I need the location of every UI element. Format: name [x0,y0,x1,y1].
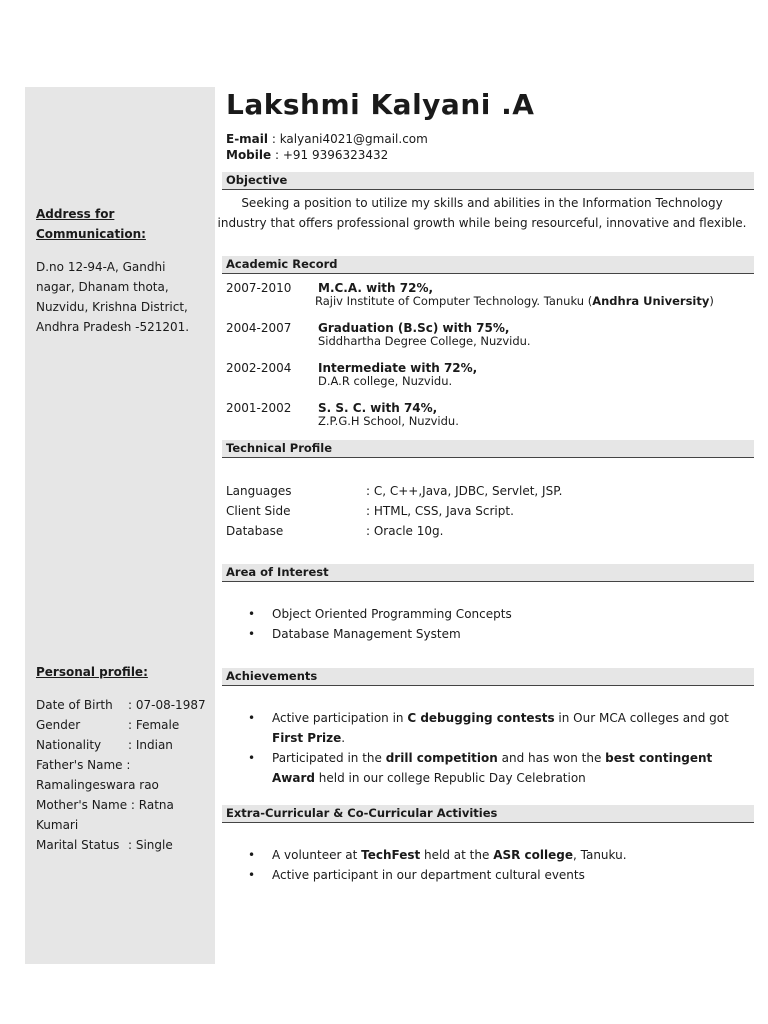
objective-section-header: Objective [222,172,754,190]
achievements-section-header: Achievements [222,668,754,686]
academic-years: 2004-2007 [226,321,292,335]
technical-row-languages: Languages : C, C++,Java, JDBC, Servlet, JSP. [226,484,563,498]
mother-name: Kumari [36,818,79,832]
technical-section-header: Technical Profile [222,440,754,458]
mother-label: Mother's Name : Ratna [36,798,174,812]
extracurricular-section-header: Extra-Curricular & Co-Curricular Activities [222,805,754,823]
academic-years: 2007-2010 [226,281,292,295]
academic-section-header: Academic Record [222,256,754,274]
mobile-value: +91 9396323432 [282,148,389,162]
dob-row: Date of Birth : 07-08-1987 [36,698,206,712]
academic-institution: D.A.R college, Nuzvidu. [318,374,453,388]
personal-profile-block [36,695,212,855]
academic-institution: Z.P.G.H School, Nuzvidu. [318,414,459,428]
contact-block [226,131,428,163]
academic-degree: Graduation (B.Sc) with 75%, [318,321,510,335]
address-line: D.no 12-94-A, Gandhi [36,260,166,274]
technical-row-database: Database : Oracle 10g. [226,524,444,538]
address-line: Nuzvidu, Krishna District, [36,300,188,314]
email-row: E-mail : kalyani4021@gmail.com [226,132,428,146]
address-line: Andhra Pradesh -521201. [36,320,190,334]
marital-row: Marital Status : Single [36,838,173,852]
academic-degree: S. S. C. with 74%, [318,401,438,415]
list-item: • Active participation in C debugging contests in Our MCA colleges and got First Prize. [248,708,729,748]
gender-row: Gender : Female [36,718,180,732]
mobile-row: Mobile : +91 9396323432 [226,148,389,162]
list-item: • Active participant in our department cultural events [248,865,627,885]
email-value[interactable]: kalyani4021@gmail.com [279,132,428,146]
academic-institution: Rajiv Institute of Computer Technology. Tanuku (Andhra University) [315,294,714,308]
achievements-list [248,708,729,788]
address-heading: Address for Communication: [36,207,146,241]
list-item: • Object Oriented Programming Concepts [248,604,512,624]
personal-profile-heading: Personal profile: [36,665,148,679]
list-item: • Participated in the drill competition and has won the best contingent Award held in our college Republic Day Celebration [248,748,729,788]
address-block [36,257,189,337]
interest-section-header: Area of Interest [222,564,754,582]
academic-degree: Intermediate with 72%, [318,361,478,375]
objective-text: Seeking a position to utilize my skills and abilities in the Information Technology industry that offers professional growth while being resourceful, innovative and flexible. [217,196,747,230]
candidate-name: Lakshmi Kalyani .A [226,88,535,121]
extracurricular-list [248,845,627,885]
academic-institution: Siddhartha Degree College, Nuzvidu. [318,334,531,348]
address-line: nagar, Dhanam thota, [36,280,169,294]
father-name: Ramalingeswara rao [36,778,159,792]
nationality-row: Nationality : Indian [36,738,173,752]
academic-degree: M.C.A. with 72%, [318,281,434,295]
father-label: Father's Name : [36,758,131,772]
list-item: • Database Management System [248,624,512,644]
technical-row-client-side: Client Side : HTML, CSS, Java Script. [226,504,514,518]
academic-years: 2001-2002 [226,401,292,415]
interest-list [248,604,512,644]
list-item: • A volunteer at TechFest held at the ASR college, Tanuku. [248,845,627,865]
academic-years: 2002-2004 [226,361,292,375]
